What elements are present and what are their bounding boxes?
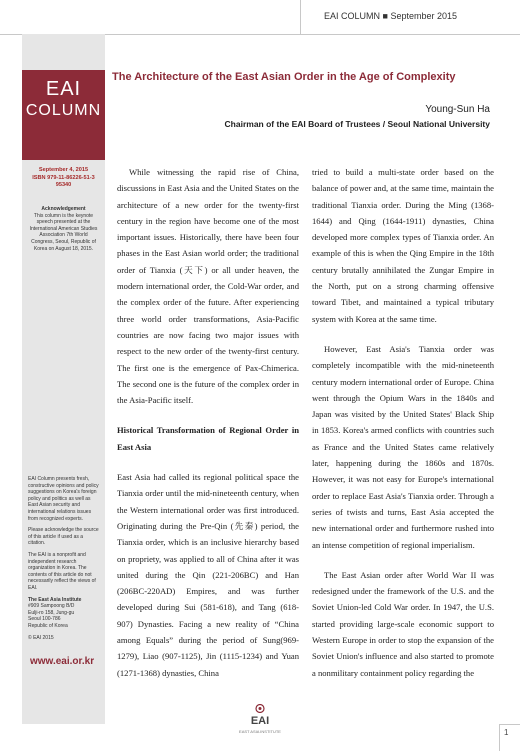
section-heading: Historical Transformation of Regional Order in East Asia [117, 425, 299, 452]
paragraph: While witnessing the rapid rise of China, discussions in East Asia and the United States on the architecture of a new order for the twenty-first century in the region have become one of the most important issues. Historically, there have been four phases in the East Asian world order; the traditional order of Tianxia (天下) or all under heaven, the modern international order, the Cold-War order, and the complex order of the future. After experiencing three world order transformations, Asia-Pacific countries are now facing two major issues with respect to the new order of the twenty-first century. The first one is the emergence of Pax-Chimerica. The second one is the future of the complex order in the Asia-Pacific itself. [117, 167, 299, 406]
page-number-box [499, 724, 520, 751]
logo-column-text: COLUMN [25, 102, 102, 119]
acknowledgement [28, 206, 99, 252]
footer-logo-text: EAI [250, 715, 270, 727]
logo-eai-text: EAI [45, 78, 82, 100]
paragraph: tried to build a multi-state order based on the balance of power and, at the same time, maintain the traditional Tianxia order. During the Ming (1368-1644) and Qing (1644-1911) dynasties, China developed more complex types of Tianxia order. An example of this is when the Qing Empire in the 18th century brutally annihilated the Zungar Empire in the North, put on a strong charming offensive toward Tibet, and maintained a typical tributary system with Korea at the same time. [312, 167, 494, 324]
author-name: Young-Sun Ha [425, 104, 490, 115]
publication-date: September 4, 2015 [38, 167, 89, 173]
paragraph: East Asia had called its regional political space the Tianxia order until the mid-nineteenth century, when the Western international order was first introduced. Originating during the Pre-Qin (先秦) period, the Tianxia order, which is an inclusive hierarchy based on propriety, was applied to all of China after it was united during the Qin (221-206BC) and Han (206BC-220AD) Empires, and was further developed during Sui (581-618), and Tang (618-907) Dynasties. Facing a new reality of “China among Equals” during the period of Sung(969-1279), Liao (907-1125), Jin (1115-1234) and Yuan (1271-1368) dynasties, China [117, 472, 299, 678]
address-line-2: Eulji-ro 158, Jung-gu [28, 609, 75, 616]
footer-logo-subtitle: EAST ASIA INSTITUTE [239, 729, 281, 734]
eai-column-logo [22, 70, 105, 160]
address-line-3: Seoul 100-786 [28, 616, 61, 623]
article-title: The Architecture of the East Asian Order in the Age of Complexity [112, 71, 456, 83]
page-number: 1 [504, 728, 509, 737]
sidebar-about [28, 476, 99, 642]
acknowledgement-heading: Acknowledgement [41, 206, 86, 212]
body-column-left [117, 164, 299, 681]
about-text-2: Please acknowledge the source of this article if used as a citation. [28, 527, 99, 547]
body-column-right [312, 164, 494, 681]
about-text-1: EAI Column presents fresh, constructive opinions and policy suggestions on Korea's foreign policy and politics as well as East Asian security and international relations issues from recognized experts. [28, 476, 99, 522]
acknowledgement-text: This column is the keynote speech presented at the International American Studies Association 7th World Congress, Seoul, Republic of Korea on August 18, 2015. [29, 212, 98, 252]
address-name: The East Asia Institute [28, 596, 82, 603]
isbn: ISBN 979-11-86226-51-3 [32, 174, 95, 181]
paragraph: The East Asian order after World War II was redesigned under the framework of the U.S. and the Soviet Union-led Cold War order. In 1947, the U.S. started providing large-scale economic support to Western Europe in order to stop the expansion of the Soviet Union's influence and also started to promote a nonmilitary containment policy regarding the [312, 569, 494, 678]
running-header: EAI COLUMN ■ September 2015 [324, 11, 457, 21]
website-link[interactable]: www.eai.or.kr [30, 656, 95, 667]
author-affiliation: Chairman of the EAI Board of Trustees / Seoul National University [224, 119, 490, 129]
copyright: © EAI 2015 [28, 635, 54, 642]
about-text-3: The EAI is a nonprofit and independent research organization in Korea. The contents of this article do not necessarily reflect the views of EAI. [28, 551, 96, 591]
address-line-4: Republic of Korea [28, 622, 68, 629]
paragraph: However, East Asia's Tianxia order was completely incompatible with the mid-nineteenth century modern international order of Europe. China went through the Opium Wars in the 1840s and Japan was visited by the United States' Black Ship in 1853. Korea's armed conflicts with countries such as France and the United States came relatively later, happening during the 1860s and 1870s. However, it was not easy for Europe's international order to replace East Asia's Tianxia order. Through a series of twists and turns, East Asia accepted the new international order and furthermore rushed into an intense competition of regional imperialism. [312, 343, 494, 550]
address-line-1: #909 Sampoong B/D [28, 603, 75, 610]
publication-code: 95340 [55, 182, 72, 189]
publication-meta [22, 167, 105, 190]
sidebar [22, 34, 105, 724]
eai-logo-icon [255, 704, 265, 713]
